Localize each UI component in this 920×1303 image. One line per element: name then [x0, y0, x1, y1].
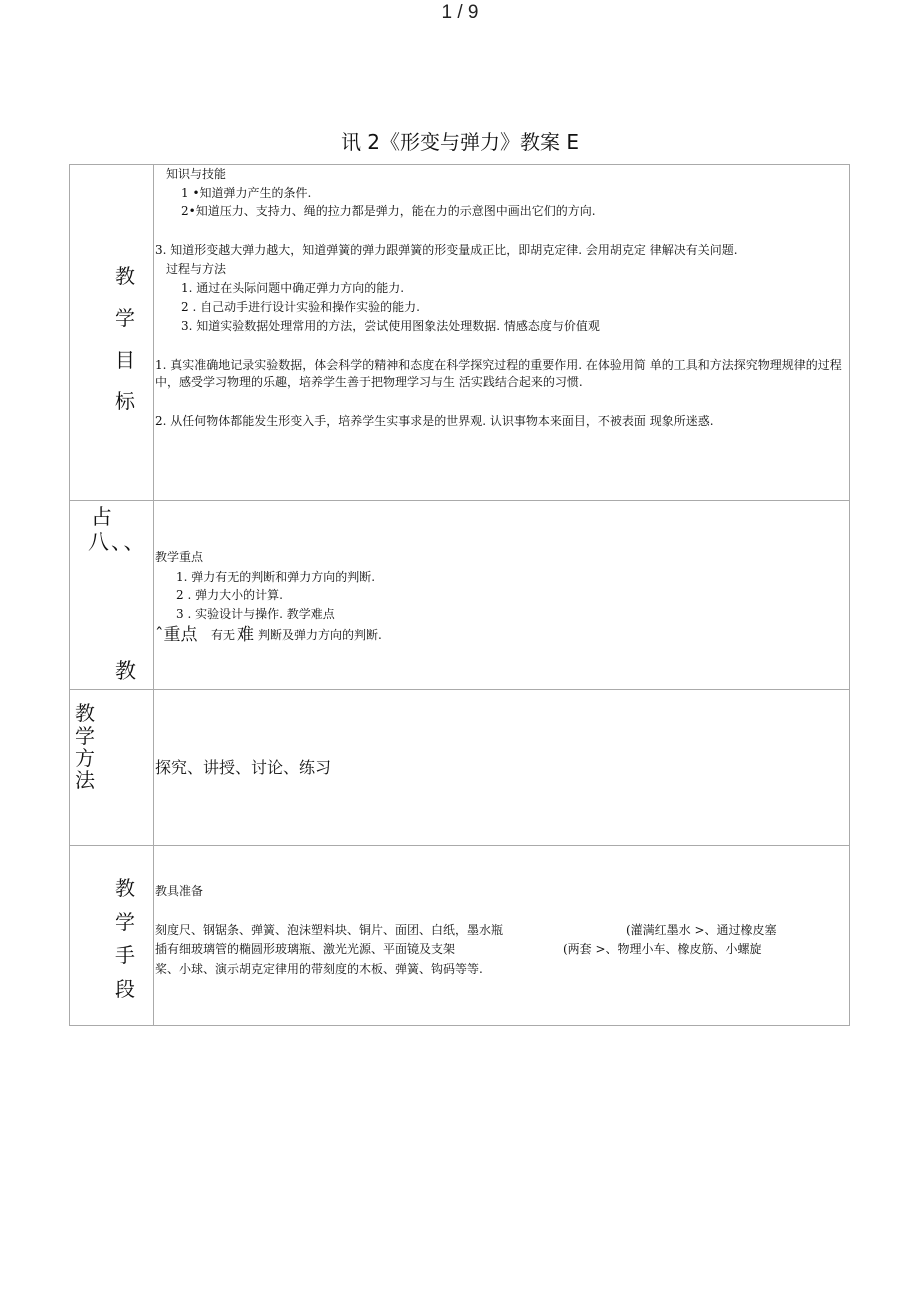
objective-paragraph: 1. 真实准确地记录实验数据，体会科学的精神和态度在科学探究过程的重要作用. 在体验用简 单的工具和方法探究物理规律的过程中，感受学习物理的乐趣，培养学生善于把物理学习与生 活实践结合起来的习惯.	[155, 358, 842, 389]
table-border-top	[69, 164, 850, 165]
table-border-bottom	[69, 1025, 850, 1026]
tools-line: (两套 >、物理小车、橡皮筋、小螺旋	[563, 942, 762, 956]
page-number: 1 / 9	[441, 2, 479, 23]
methods-label-4: 法	[75, 768, 95, 792]
methods-label-2: 学	[75, 724, 95, 748]
objective-item: 3. 知道形变越大弹力越大，知道弹簧的弹力跟弹簧的形变量成正比，即胡克定律. 会用胡克定 律解决有关问题.	[155, 243, 738, 257]
row-divider-2	[69, 689, 850, 690]
keypoint-fragment: 判断及弹力方向的判断.	[258, 628, 382, 642]
methods-content: 探究、讲授、讨论、练习	[155, 758, 332, 777]
methods-label-1: 教	[75, 701, 95, 725]
table-column-divider	[153, 164, 154, 1026]
row-divider-1	[69, 500, 850, 501]
objective-item: 1 •知道弹力产生的条件.	[181, 186, 312, 200]
row-divider-3	[69, 845, 850, 846]
objectives-label-2: 学	[115, 306, 135, 330]
tools-label-3: 手	[115, 943, 135, 967]
table-border-left	[69, 164, 70, 1026]
keypoint-item: 3 . 实验设计与操作. 教学难点	[176, 607, 335, 621]
tools-line: 插有细玻璃管的椭圆形玻璃瓶、激光光源、平面镜及支架	[155, 942, 456, 956]
keypoints-label-bottom: 教	[115, 659, 136, 683]
table-border-right	[849, 164, 850, 1026]
document-title: 讯 2《形变与弹力》教案 E	[340, 130, 580, 154]
tools-line: 刻度尺、钢锯条、弹簧、泡沫塑料块、铜片、面团、白纸，墨水瓶	[155, 923, 504, 937]
keypoints-heading: 教学重点	[155, 550, 204, 564]
tools-heading: 教具准备	[155, 884, 204, 898]
keypoint-item: 1. 弹力有无的判断和弹力方向的判断.	[176, 570, 376, 584]
objective-item: 3. 知道实验数据处理常用的方法，尝试使用图象法处理数据. 情感态度与价值观	[181, 319, 600, 333]
keypoints-overlay-left: ˆ重点	[155, 625, 198, 645]
keypoints-label-top: 占	[91, 505, 112, 529]
tools-label-1: 教	[115, 876, 135, 900]
knowledge-skills-heading: 知识与技能	[166, 167, 227, 181]
keypoints-label-mid: 八、、	[88, 530, 147, 554]
tools-label-4: 段	[115, 977, 135, 1001]
methods-label-3: 方	[75, 746, 95, 770]
process-methods-heading: 过程与方法	[166, 262, 227, 276]
objective-paragraph: 2. 从任何物体都能发生形变入手，培养学生实事求是的世界观. 认识事物本来面目，不被表面 现象所迷惑.	[155, 414, 714, 428]
tools-line: 桨、小球、演示胡克定律用的带刻度的木板、弹簧、钩码等等.	[155, 962, 483, 976]
objective-item: 2•知道压力、支持力、绳的拉力都是弹力，能在力的示意图中画出它们的方向.	[181, 204, 596, 218]
keypoint-item: 2 . 弹力大小的计算.	[176, 588, 283, 602]
objectives-label-3: 目	[115, 348, 135, 372]
tools-line: (灌满红墨水 >、通过橡皮塞	[626, 923, 777, 937]
objectives-label-4: 标	[115, 389, 135, 413]
keypoint-fragment: 有无	[211, 628, 236, 642]
keypoints-overlay-right: 难	[237, 625, 254, 645]
objective-item: 1. 通过在头际问题中确疋弹力方向的能力.	[181, 281, 405, 295]
objectives-label-1: 教	[115, 264, 135, 288]
objective-item: 2 . 自己动手进行设计实验和操作实验的能力.	[181, 300, 420, 314]
tools-label-2: 学	[115, 910, 135, 934]
